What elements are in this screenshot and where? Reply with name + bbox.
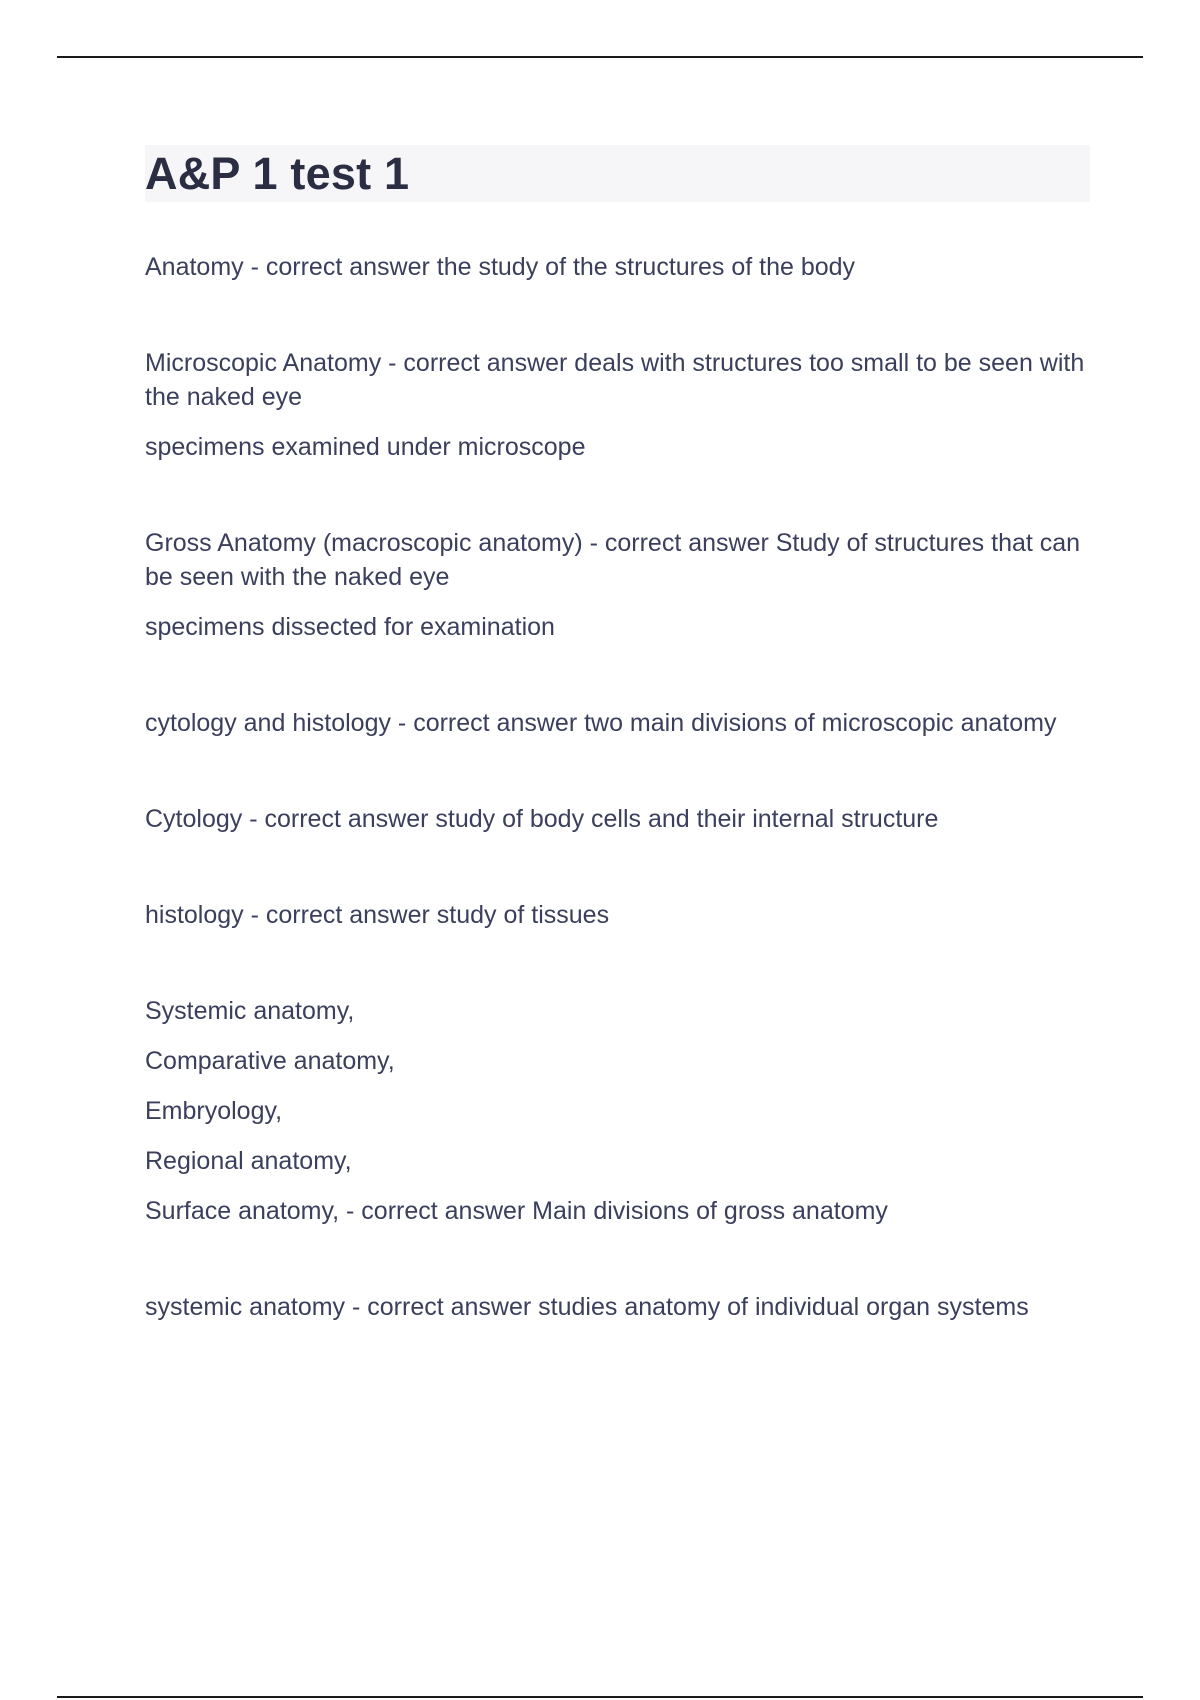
entry-text: Systemic anatomy, (145, 997, 355, 1025)
entry-text: Cytology - correct answer study of body cells and their internal structure (145, 805, 939, 833)
entry-text: Embryology, (145, 1097, 283, 1125)
entry-text: Surface anatomy, - correct answer Main divisions of gross anatomy (145, 1197, 888, 1225)
entry-text: specimens examined under microscope (145, 433, 586, 461)
flashcard-entry (145, 1290, 1090, 1324)
entry-text: Anatomy - correct answer the study of the structures of the body (145, 253, 856, 281)
title-banner (145, 145, 1090, 202)
flashcard-entry (145, 706, 1090, 740)
entry-text: Microscopic Anatomy - correct answer deals with structures too small to be seen with the naked eye (145, 349, 1085, 411)
flashcard-list (145, 250, 1090, 1324)
entry-text: histology - correct answer study of tissues (145, 901, 610, 929)
flashcard-entry (145, 526, 1090, 644)
entry-text: Gross Anatomy (macroscopic anatomy) - correct answer Study of structures that can be seen with the naked eye (145, 529, 1081, 591)
entry-text: Comparative anatomy, (145, 1047, 395, 1075)
bottom-rule (57, 1696, 1143, 1698)
document-body (145, 145, 1090, 1386)
flashcard-entry (145, 346, 1090, 464)
entry-text: systemic anatomy - correct answer studies anatomy of individual organ systems (145, 1293, 1029, 1321)
flashcard-entry (145, 802, 1090, 836)
flashcard-entry (145, 994, 1090, 1228)
entry-text: specimens dissected for examination (145, 613, 555, 641)
entry-text: Regional anatomy, (145, 1147, 352, 1175)
flashcard-entry (145, 898, 1090, 932)
top-rule (57, 56, 1143, 58)
entry-text: cytology and histology - correct answer two main divisions of microscopic anatomy (145, 709, 1057, 737)
document-title: A&P 1 test 1 (145, 148, 410, 199)
flashcard-entry (145, 250, 1090, 284)
